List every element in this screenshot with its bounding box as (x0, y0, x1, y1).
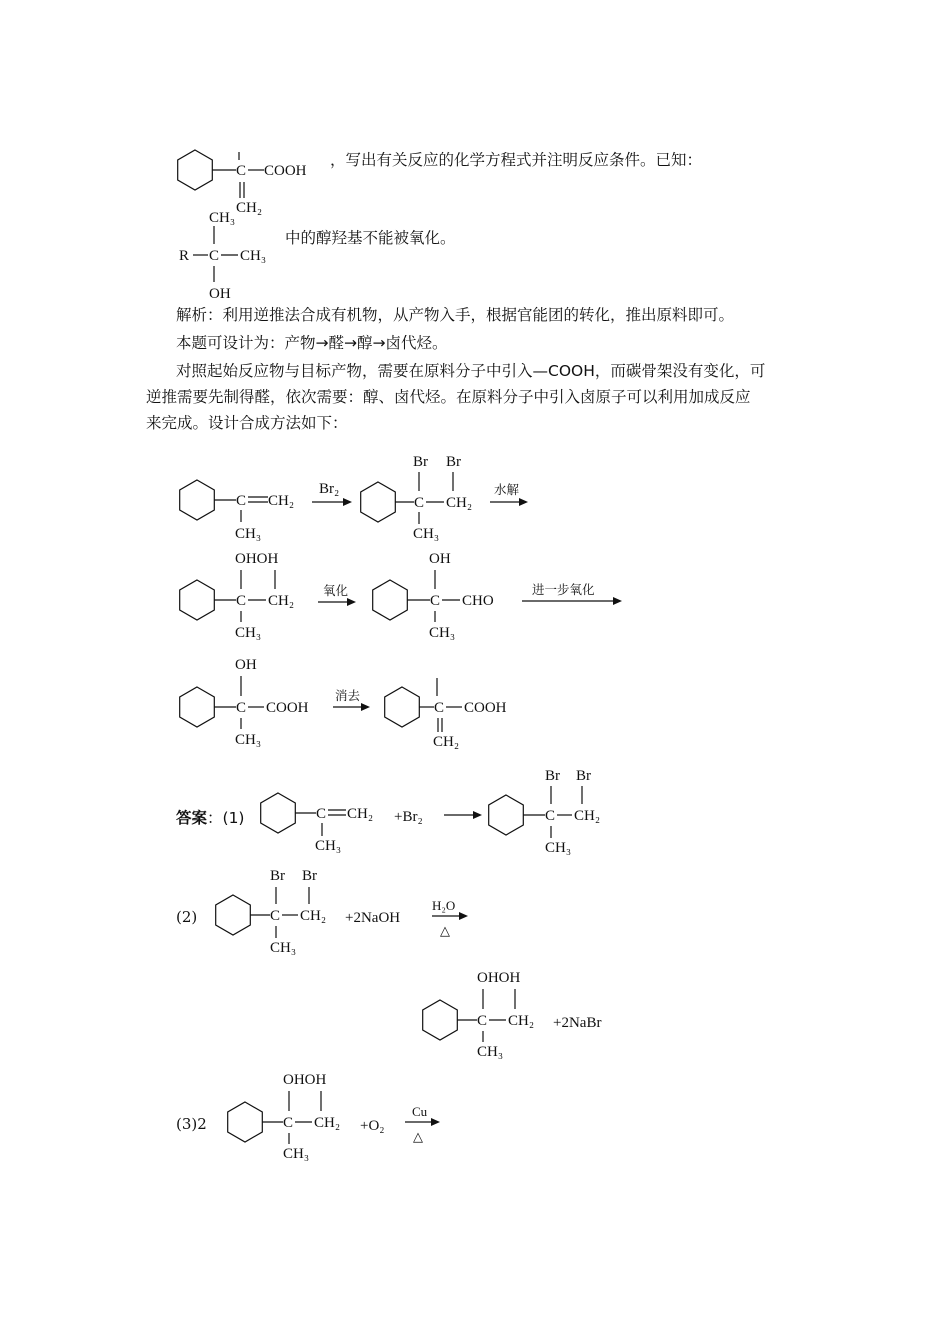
svg-text:OH: OH (209, 286, 231, 302)
svg-text:C: C (270, 908, 281, 924)
answer1-plus-br2: +Br₂ (394, 809, 423, 825)
analysis-p3-line1: 对照起始反应物与目标产物，需要在原料分子中引入—COOH，而碳骨架没有变化，可 (176, 362, 766, 380)
svg-text:OHOH: OHOH (477, 970, 521, 986)
answer2-diol (423, 970, 534, 1060)
svg-text:COOH: COOH (264, 163, 307, 179)
answer2-dibromide (216, 868, 326, 956)
route-dibromide (361, 454, 472, 542)
arrow-further-oxidation (522, 582, 622, 605)
svg-text:CH₂: CH₂ (347, 806, 374, 822)
svg-text:C: C (236, 163, 247, 179)
svg-text:C: C (414, 495, 425, 511)
arrow-oxidation (318, 583, 356, 606)
svg-text:CH₃: CH₃ (235, 625, 262, 641)
answer1-arrow (444, 811, 482, 819)
analysis-p1: 解析：利用逆推法合成有机物，从产物入手，根据官能团的转化，推出原料即可。 (176, 306, 735, 324)
svg-text:CHO: CHO (462, 593, 494, 609)
svg-text:OH: OH (235, 657, 257, 673)
analysis-p3-line3: 来完成。设计合成方法如下： (146, 414, 348, 432)
arrow-elimination (333, 688, 370, 711)
route-aldehyde (373, 551, 494, 641)
svg-text:△: △ (413, 1129, 423, 1144)
svg-text:C: C (283, 1115, 294, 1131)
arrow-br2 (312, 481, 352, 506)
svg-text:CH₃: CH₃ (283, 1146, 310, 1162)
svg-text:C: C (434, 700, 445, 716)
svg-text:Br: Br (446, 454, 461, 470)
svg-text:OHOH: OHOH (235, 551, 279, 567)
svg-text:CH₃: CH₃ (545, 840, 572, 856)
route-diol (180, 551, 294, 641)
answer2-plus-naoh: +2NaOH (345, 910, 401, 926)
svg-text:CH₃: CH₃ (429, 625, 456, 641)
intro-line1: ，写出有关反应的化学方程式并注明反应条件。已知： (330, 151, 703, 169)
svg-text:氧化: 氧化 (323, 583, 349, 598)
analysis-p3-line2: 逆推需要先制得醛，依次需要：醇、卤代烃。在原料分子中引入卤原子可以利用加成反应 (146, 388, 751, 406)
route-alkene (180, 480, 294, 542)
intro-structure-acid (178, 150, 307, 216)
answer2-arrow (432, 898, 468, 938)
answer-label: 答案：(1) (176, 809, 245, 827)
svg-text:Br: Br (302, 868, 317, 884)
svg-text:COOH: COOH (266, 700, 309, 716)
svg-text:CH₃: CH₃ (235, 526, 262, 542)
svg-text:OHOH: OHOH (283, 1072, 327, 1088)
intro-line2: 中的醇羟基不能被氧化。 (285, 229, 456, 247)
arrow-hydrolysis (490, 482, 528, 506)
svg-text:CH₃: CH₃ (270, 940, 297, 956)
svg-text:Br: Br (576, 768, 591, 784)
svg-text:R: R (179, 248, 190, 264)
svg-text:CH₃: CH₃ (240, 248, 267, 264)
svg-text:Cu: Cu (412, 1104, 428, 1119)
svg-text:CH₂: CH₂ (300, 908, 327, 924)
svg-text:COOH: COOH (464, 700, 507, 716)
svg-text:CH₂: CH₂ (314, 1115, 341, 1131)
svg-text:CH₂: CH₂ (508, 1013, 535, 1029)
svg-text:进一步氧化: 进一步氧化 (532, 582, 595, 597)
svg-text:CH₃: CH₃ (235, 732, 262, 748)
svg-text:CH₃: CH₃ (413, 526, 440, 542)
svg-text:CH₃: CH₃ (315, 838, 342, 854)
svg-text:CH₂: CH₂ (236, 200, 263, 216)
answer3-plus-o2: +O₂ (360, 1118, 385, 1134)
svg-text:Br: Br (270, 868, 285, 884)
intro-structure-alcohol (179, 210, 266, 302)
svg-text:CH₂: CH₂ (433, 734, 460, 750)
route-hydroxy-acid (180, 657, 309, 748)
svg-text:CH₃: CH₃ (209, 210, 236, 226)
answer3-arrow (405, 1104, 440, 1144)
svg-text:CH₃: CH₃ (477, 1044, 504, 1060)
answer1-dibromide (489, 768, 600, 856)
svg-text:△: △ (440, 923, 450, 938)
svg-text:C: C (430, 593, 441, 609)
svg-text:Br: Br (545, 768, 560, 784)
answer-n3: (3)2 (176, 1115, 207, 1133)
svg-text:Br₂: Br₂ (319, 481, 340, 497)
analysis-p2: 本题可设计为：产物→醛→醇→卤代烃。 (176, 334, 448, 352)
svg-text:C: C (316, 806, 327, 822)
route-target-acid (385, 678, 507, 750)
svg-text:CH₂: CH₂ (268, 593, 295, 609)
svg-text:C: C (236, 493, 247, 509)
svg-text:CH₂: CH₂ (268, 493, 295, 509)
answer2-plus-nabr: +2NaBr (553, 1015, 602, 1031)
svg-text:H₂O: H₂O (432, 898, 456, 913)
answer-n2: (2) (176, 908, 198, 926)
answer3-diol (228, 1072, 340, 1162)
svg-text:Br: Br (413, 454, 428, 470)
answer1-alkene (261, 793, 373, 854)
svg-text:C: C (236, 593, 247, 609)
svg-text:C: C (545, 808, 556, 824)
svg-text:OH: OH (429, 551, 451, 567)
svg-text:C: C (236, 700, 247, 716)
svg-text:CH₂: CH₂ (446, 495, 473, 511)
svg-text:消去: 消去 (335, 688, 361, 703)
svg-text:水解: 水解 (494, 482, 520, 497)
svg-text:C: C (477, 1013, 488, 1029)
svg-text:C: C (209, 248, 220, 264)
svg-text:CH₂: CH₂ (574, 808, 601, 824)
